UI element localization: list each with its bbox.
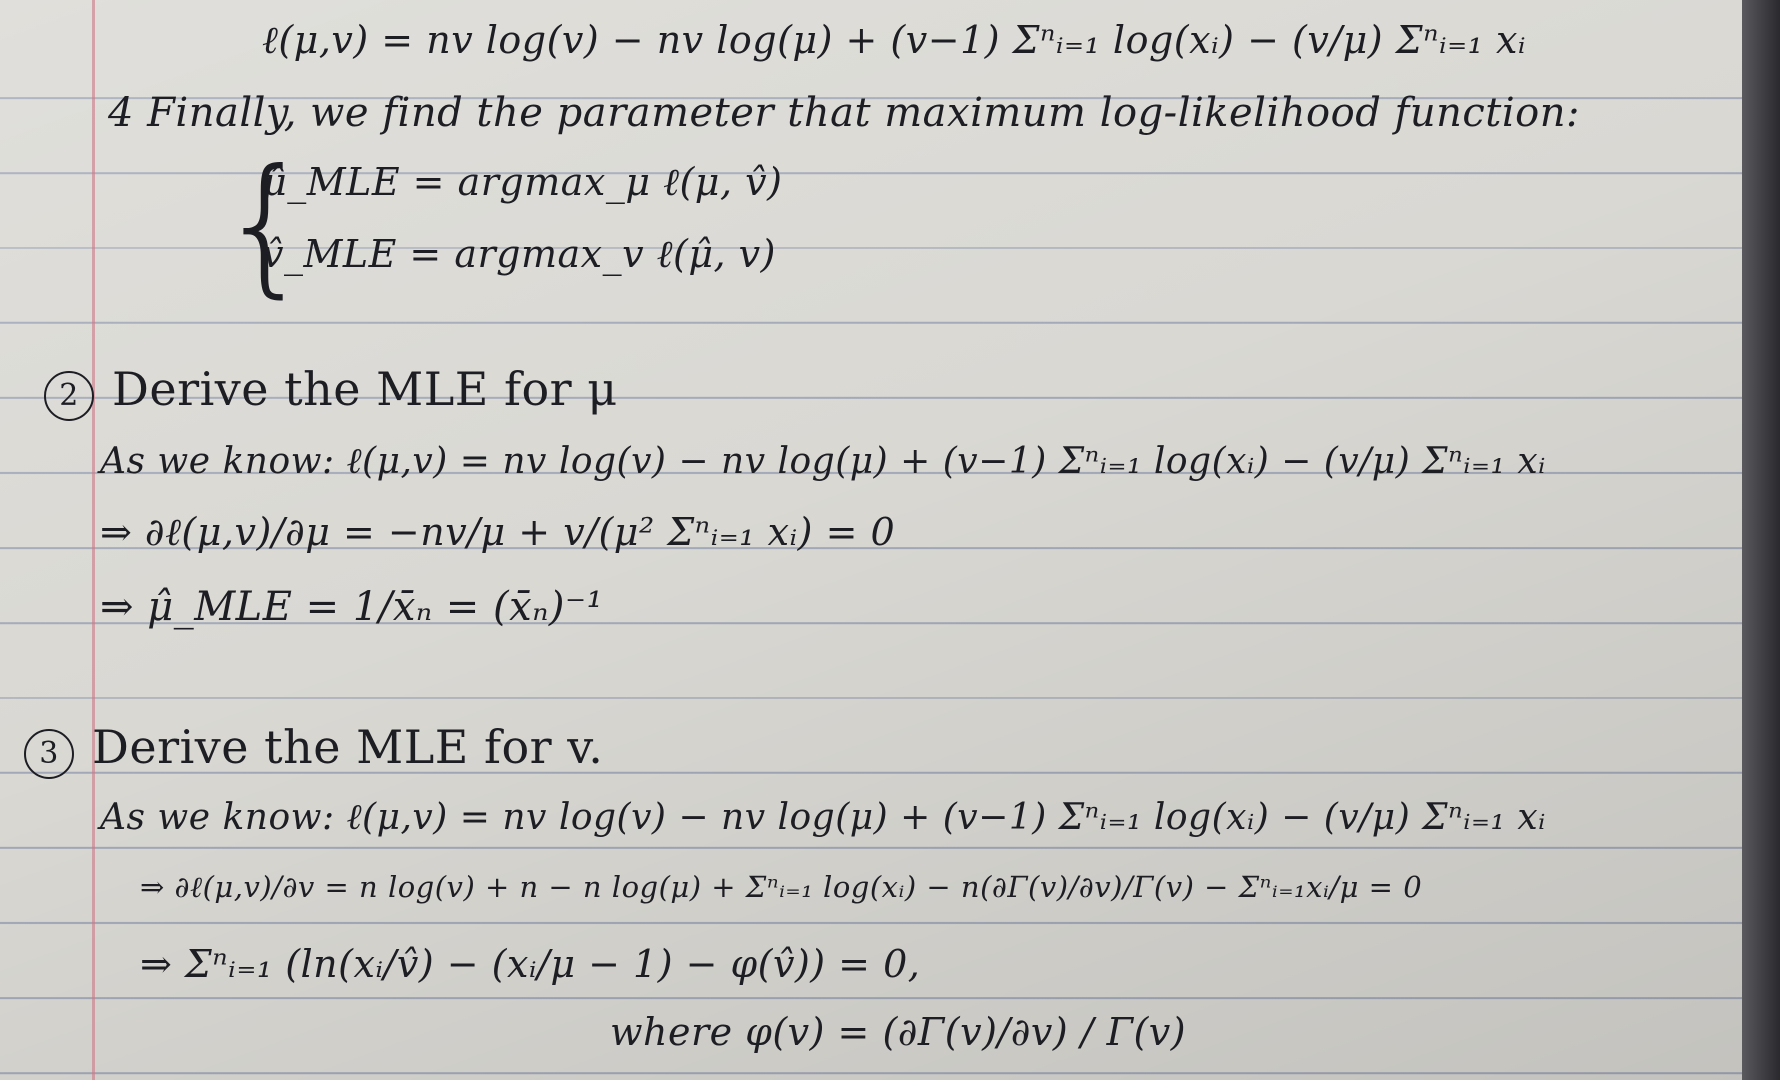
- section-2-title: Derive the MLE for μ: [112, 362, 618, 416]
- section-3-title: Derive the MLE for v.: [92, 720, 604, 774]
- system-brace: {: [218, 138, 314, 312]
- section-2-known-line: As we know: ℓ(μ,v) = nv log(v) − nv log(μ) + (v−1) Σⁿᵢ₌₁ log(xᵢ) − (v/μ) Σⁿᵢ₌₁ xᵢ: [100, 441, 1546, 482]
- section-3-heading: [24, 720, 603, 779]
- mu-argmax-line: μ̂_MLE = argmax_μ ℓ(μ, v̂): [262, 160, 783, 204]
- partial-v-equation: ⇒ ∂ℓ(μ,v)/∂v = n log(v) + n − n log(μ) + Σⁿᵢ₌₁ log(xᵢ) − n(∂Γ(v)/∂v)/Γ(v) − Σⁿᵢ₌₁xᵢ/μ = 0: [140, 870, 1423, 904]
- mu-mle-result: ⇒ μ̂_MLE = 1/x̄ₙ = (x̄ₙ)⁻¹: [100, 584, 604, 630]
- section-2-heading: [44, 362, 618, 421]
- section-2-number: 2: [44, 371, 94, 421]
- page-edge-shadow: [1742, 0, 1780, 1080]
- section-3-known-line: As we know: ℓ(μ,v) = nv log(v) − nv log(μ) + (v−1) Σⁿᵢ₌₁ log(xᵢ) − (v/μ) Σⁿᵢ₌₁ xᵢ: [100, 797, 1546, 838]
- log-likelihood-line: ℓ(μ,v) = nv log(v) − nv log(μ) + (v−1) Σⁿᵢ₌₁ log(xᵢ) − (v/μ) Σⁿᵢ₌₁ xᵢ: [262, 18, 1527, 62]
- v-argmax-line: v̂_MLE = argmax_v ℓ(μ̂, v): [262, 232, 776, 276]
- step-4-text: 4 Finally, we find the parameter that maximum log-likelihood function:: [108, 90, 1580, 136]
- phi-definition: where φ(v) = (∂Γ(v)/∂v) / Γ(v): [610, 1010, 1187, 1054]
- section-3-number: 3: [24, 729, 74, 779]
- digamma-equation: ⇒ Σⁿᵢ₌₁ (ln(xᵢ/v̂) − (xᵢ/μ − 1) − φ(v̂)) = 0,: [140, 942, 921, 986]
- partial-mu-equation: ⇒ ∂ℓ(μ,v)/∂μ = −nv/μ + v/(μ² Σⁿᵢ₌₁ xᵢ) = 0: [100, 510, 896, 554]
- margin-line: [92, 0, 95, 1080]
